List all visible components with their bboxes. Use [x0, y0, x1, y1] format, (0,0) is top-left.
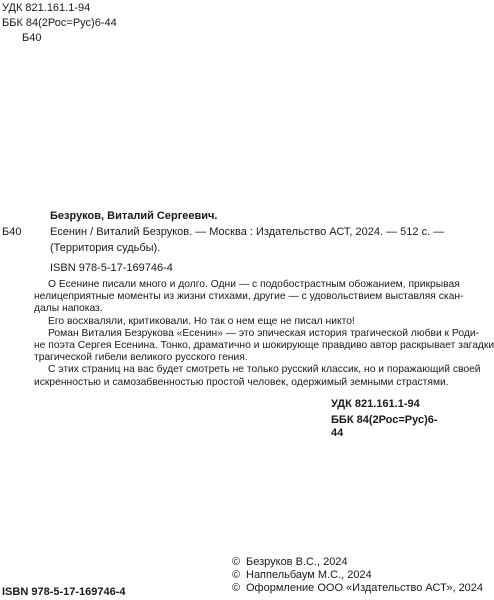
copyright-row	[232, 556, 483, 569]
annotation-line: С этих страниц на вас будет смотреть не только русский классик, но и поражающий своей	[48, 364, 481, 376]
copyright-icon: ©	[232, 582, 241, 594]
annotation	[34, 279, 494, 389]
record-index: Б40	[2, 226, 22, 238]
annotation-line: далы напоказ.	[34, 303, 103, 315]
annotation-line: Его восхваляли, критиковали. Но так о нем еще не писал никто!	[48, 315, 355, 327]
annotation-line: искренностью и самозабвенностью простой человек, одержимый земными страстями.	[34, 376, 449, 388]
header-udk: УДК 821.161.1-94	[2, 2, 91, 14]
record-title-line: Есенин / Виталий Безруков. — Москва : Издательство АСТ, 2024. — 512 с. —	[50, 226, 445, 238]
annotation-line: трагической гибели великого русского гения.	[34, 352, 248, 364]
author-heading: Безруков, Виталий Сергеевич.	[50, 210, 218, 222]
classification-udk: УДК 821.161.1-94	[331, 398, 420, 410]
record-isbn: ISBN 978-5-17-169746-4	[50, 262, 173, 274]
annotation-line: О Есенине писали много и долго. Одни — с подобострастным обожанием, прикрывая	[48, 279, 460, 290]
header-index: Б40	[22, 32, 42, 44]
annotation-line: Роман Виталия Безрукова «Есенин» — это эпическая история трагической любви к Роди-	[48, 327, 480, 339]
footer-isbn: ISBN 978-5-17-169746-4	[2, 586, 126, 598]
annotation-line: не поэта Сергея Есенина. Тонко, драматично и шокирующе правдиво автор раскрывает загадки	[34, 340, 494, 352]
copyright-text: Наппельбаум М.С., 2024	[246, 569, 372, 581]
record-series-line: (Территория судьбы).	[50, 242, 161, 254]
copyright-icon: ©	[232, 569, 241, 581]
copyright-row	[232, 569, 483, 582]
classification-bbk: ББК 84(2Рос=Рус)6-44	[331, 414, 438, 439]
copyright-row	[232, 582, 483, 595]
annotation-line: нелицеприятные моменты из жизни стихами, другие — с удовольствием выставляя скан-	[34, 291, 464, 303]
copyright-text: Оформление ООО «Издательство АСТ», 2024	[246, 582, 484, 594]
header-bbk: ББК 84(2Рос=Рус)6-44	[2, 17, 117, 29]
copyright-block	[232, 556, 483, 595]
copyright-text: Безруков В.С., 2024	[246, 556, 348, 568]
copyright-icon: ©	[232, 556, 241, 568]
